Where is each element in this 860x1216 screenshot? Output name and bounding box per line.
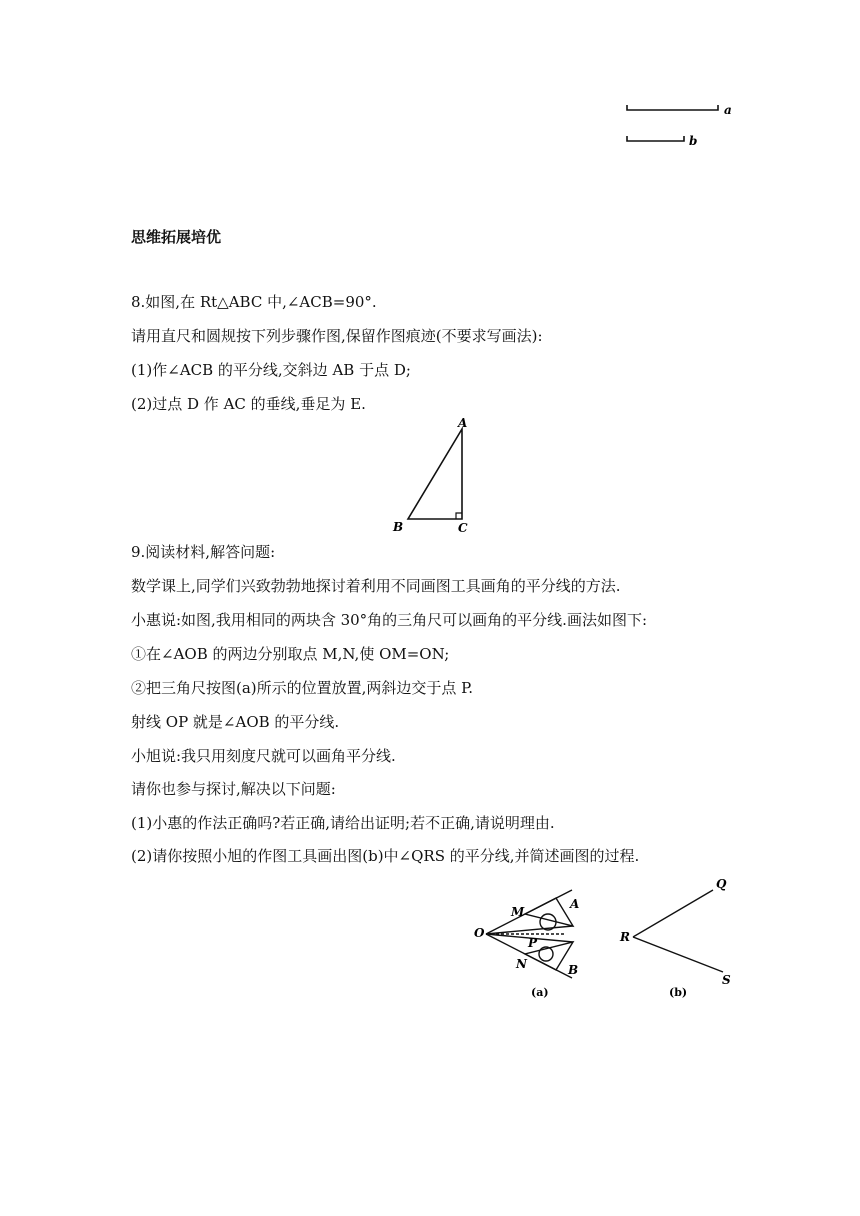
triangle-abc-figure xyxy=(385,415,485,537)
segment-a xyxy=(627,105,718,110)
q9-line-10: (2)请你按照小旭的作图工具画出图(b)中∠QRS 的平分线,并简述画图的过程. xyxy=(131,847,640,865)
ray-RQ xyxy=(633,890,713,937)
figure-b xyxy=(615,872,745,1000)
q9-line-9: (1)小惠的作法正确吗?若正确,请给出证明;若不正确,请说明理由. xyxy=(131,814,555,832)
q8-line-2: 请用直尺和圆规按下列步骤作图,保留作图痕迹(不要求写画法): xyxy=(131,327,543,345)
figure-a xyxy=(470,880,590,1000)
q9-line-5: ②把三角尺按图(a)所示的位置放置,两斜边交于点 P. xyxy=(131,679,474,697)
q8-line-1: 8.如图,在 Rt△ABC 中,∠ACB=90°. xyxy=(131,293,377,311)
q9-line-7: 小旭说:我只用刻度尺就可以画角平分线. xyxy=(131,747,396,765)
label-A: A xyxy=(458,416,468,430)
q9-line-6: 射线 OP 就是∠AOB 的平分线. xyxy=(131,713,340,731)
label-S: S xyxy=(722,973,731,987)
q9-line-1: 9.阅读材料,解答问题: xyxy=(131,543,276,561)
caption-b: (b) xyxy=(669,986,688,999)
label-A-fig-a: A xyxy=(570,897,580,911)
q8-line-4: (2)过点 D 作 AC 的垂线,垂足为 E. xyxy=(131,395,366,413)
ray-RS xyxy=(633,937,723,972)
set-square-upper xyxy=(525,898,573,926)
segments-figure xyxy=(620,98,740,154)
triangle-abc xyxy=(408,429,462,519)
q9-line-8: 请你也参与探讨,解决以下问题: xyxy=(131,780,336,798)
q9-line-3: 小惠说:如图,我用相同的两块含 30°角的三角尺可以画角的平分线.画法如图下: xyxy=(131,611,648,629)
label-P: P xyxy=(528,936,538,950)
label-R: R xyxy=(620,930,630,944)
q9-line-4: ①在∠AOB 的两边分别取点 M,N,使 OM=ON; xyxy=(131,645,450,663)
q9-line-2: 数学课上,同学们兴致勃勃地探讨着利用不同画图工具画角的平分线的方法. xyxy=(131,577,621,595)
segment-b xyxy=(627,136,684,141)
label-B: B xyxy=(393,520,404,534)
label-M: M xyxy=(511,905,525,919)
segment-b-label: b xyxy=(689,134,698,148)
caption-a: (a) xyxy=(531,986,549,999)
segment-a-label: a xyxy=(724,103,732,117)
label-B-fig-a: B xyxy=(568,963,579,977)
q8-line-3: (1)作∠ACB 的平分线,交斜边 AB 于点 D; xyxy=(131,361,411,379)
label-O: O xyxy=(474,926,485,940)
label-Q: Q xyxy=(716,877,727,891)
right-angle-mark xyxy=(456,513,462,519)
section-heading: 思维拓展培优 xyxy=(131,228,222,246)
label-N: N xyxy=(516,957,527,971)
label-C: C xyxy=(458,521,468,535)
